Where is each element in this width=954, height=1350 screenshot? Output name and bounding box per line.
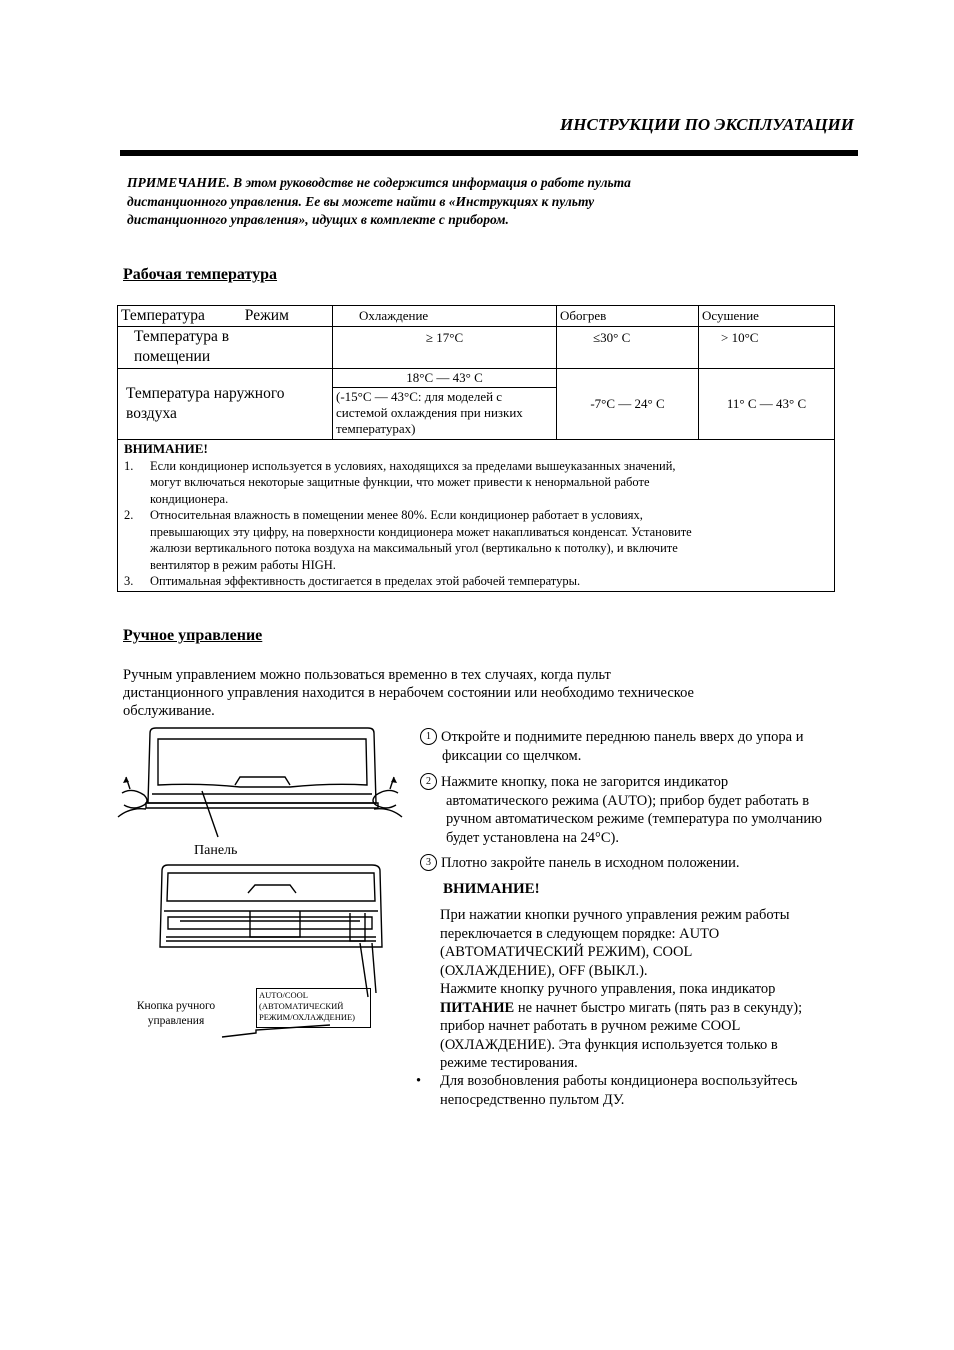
corner-temperature: Температура (121, 307, 205, 324)
warning-line: При нажатии кнопки ручного управления режим работы (440, 907, 790, 923)
room-cooling-value: ≥ 17°C (333, 327, 557, 369)
callout-line: РЕЖИМ/ОХЛАЖДЕНИЕ) (259, 1012, 356, 1022)
warning-line: Оптимальная эффективность достигается в пределах этой рабочей температуры. (150, 574, 581, 588)
step-number-circle: 3 (420, 854, 437, 871)
row-label-outdoor (118, 369, 333, 440)
row-label-room (118, 327, 333, 369)
step-number-circle: 1 (420, 728, 437, 745)
column-header-heating: Обогрев (557, 306, 699, 327)
warning-line: вентилятор в режим работы HIGH. (150, 557, 336, 572)
step-line: будет установлена на 24°C). (446, 829, 619, 846)
step-line: Откройте и поднимите переднюю панель вверх до упора и (441, 729, 804, 745)
step-number-circle: 2 (420, 773, 437, 790)
corner-mode: Режим (244, 307, 289, 324)
bullet-item (416, 1072, 856, 1109)
warning-line: (АВТОМАТИЧЕСКИЙ РЕЖИМ), COOL (440, 944, 693, 960)
manual-intro (123, 666, 773, 720)
step-line: ручном автоматическом режиме (температура по умолчанию (446, 811, 822, 827)
warning-item-number: 2. (124, 508, 134, 522)
warning-title: ВНИМАНИЕ! (124, 441, 208, 456)
outdoor-drying-value: 11° C — 43° C (699, 369, 835, 440)
page-title: ИНСТРУКЦИИ ПО ЭКСПЛУАТАЦИИ (560, 115, 854, 134)
room-heating-value: ≤30° C (557, 327, 699, 369)
column-header-cooling: Охлаждение (333, 306, 557, 327)
bullet-line: непосредственно пультом ДУ. (440, 1091, 625, 1108)
manual-button-label: Кнопка ручного управления (136, 1000, 216, 1027)
warning-line: Если кондиционер используется в условиях, находящихся за пределами вышеуказанных значений, (150, 458, 676, 473)
table-corner-cell (118, 306, 333, 327)
warning-line: (ОХЛАЖДЕНИЕ), OFF (ВЫКЛ.). (440, 962, 648, 979)
intro-line: обслуживание. (123, 703, 215, 719)
outdoor-heating-value: -7°C — 24° C (557, 369, 699, 440)
outdoor-cooling-note: (-15°C — 43°C: для моделей с системой охлаждения при низких температурах) (336, 389, 523, 436)
step-line: автоматического режима (AUTO); прибор будет работать в (446, 792, 810, 809)
manual-warning-title: ВНИМАНИЕ! (443, 881, 540, 897)
bullet-symbol: • (416, 1073, 422, 1089)
intro-line: дистанционного управления находится в нерабочем состоянии или необходимо техническое (123, 685, 694, 701)
warning-line-rest: не начнет быстро мигать (пять раз в секунду); (514, 999, 803, 1016)
warning-line-power (440, 999, 860, 1018)
outdoor-cooling-cell (333, 369, 557, 440)
warning-item (124, 507, 828, 573)
warning-line: кондиционера. (150, 491, 229, 506)
column-header-drying: Осушение (699, 306, 835, 327)
warning-line: превышающих эту цифру, на поверхности кондиционера может накапливаться конденсат. Установите (150, 524, 692, 539)
header-divider (120, 150, 858, 156)
note-line: дистанционного управления. Ее вы можете найти в «Инструкциях к пульту (127, 193, 595, 209)
room-label-text: Температура в помещении (134, 328, 230, 365)
temperature-table (117, 305, 835, 592)
panel-label: Панель (194, 843, 238, 858)
bullet-line: Для возобновления работы кондиционера воспользуйтесь (440, 1073, 798, 1089)
warning-line: (ОХЛАЖДЕНИЕ). Эта функция используется только в (440, 1036, 778, 1053)
outdoor-label-text: Температура наружного воздуха (126, 385, 285, 422)
warning-item (124, 573, 828, 590)
step-3 (420, 854, 860, 873)
warning-line: переключается в следующем порядке: AUTO (440, 925, 720, 942)
step-2 (420, 773, 865, 847)
section-title-temperature: Рабочая температура (123, 266, 278, 283)
callout-line: (АВТОМАТИЧЕСКИЙ (259, 1001, 344, 1011)
outdoor-cooling-value: 18°C — 43° C (333, 369, 556, 388)
warning-line: жалюзи вертикального потока воздуха на максимальный угол (вертикально к потолку), и включите (150, 541, 678, 555)
step-line: Плотно закройте панель в исходном положении. (441, 855, 740, 871)
note-paragraph (127, 174, 757, 230)
step-1 (420, 728, 860, 765)
intro-line: Ручным управлением можно пользоваться временно в тех случаях, когда пульт (123, 667, 611, 683)
step-line: Нажмите кнопку, пока не загорится индикатор (441, 774, 729, 790)
warning-item-number: 1. (124, 458, 134, 473)
room-drying-value: > 10°C (699, 327, 835, 369)
warning-item-number: 3. (124, 574, 134, 588)
manual-warning-body (440, 906, 860, 1073)
warning-item (124, 458, 828, 508)
warning-line: режиме тестирования. (440, 1055, 578, 1071)
warning-line: Нажмите кнопку ручного управления, пока индикатор (440, 981, 776, 997)
note-line: дистанционного управления», идущих в комплекте с прибором. (127, 212, 509, 227)
note-line: ПРИМЕЧАНИЕ. В этом руководстве не содержится информация о работе пульта (127, 175, 631, 190)
temperature-warning (118, 440, 835, 592)
warning-line: Относительная влажность в помещении менее 80%. Если кондиционер работает в условиях, (150, 508, 643, 522)
warning-line: прибор начнет работать в ручном режиме COOL (440, 1018, 741, 1034)
section-title-manual: Ручное управление (123, 627, 263, 644)
power-indicator-word: ПИТАНИЕ (440, 999, 515, 1016)
warning-line: могут включаться некоторые защитные функции, что может привести к ненормальной работе (150, 475, 650, 489)
callout-line: AUTO/COOL (259, 990, 308, 1000)
step-line: фиксации со щелчком. (442, 747, 582, 764)
auto-cool-callout (256, 988, 371, 1028)
